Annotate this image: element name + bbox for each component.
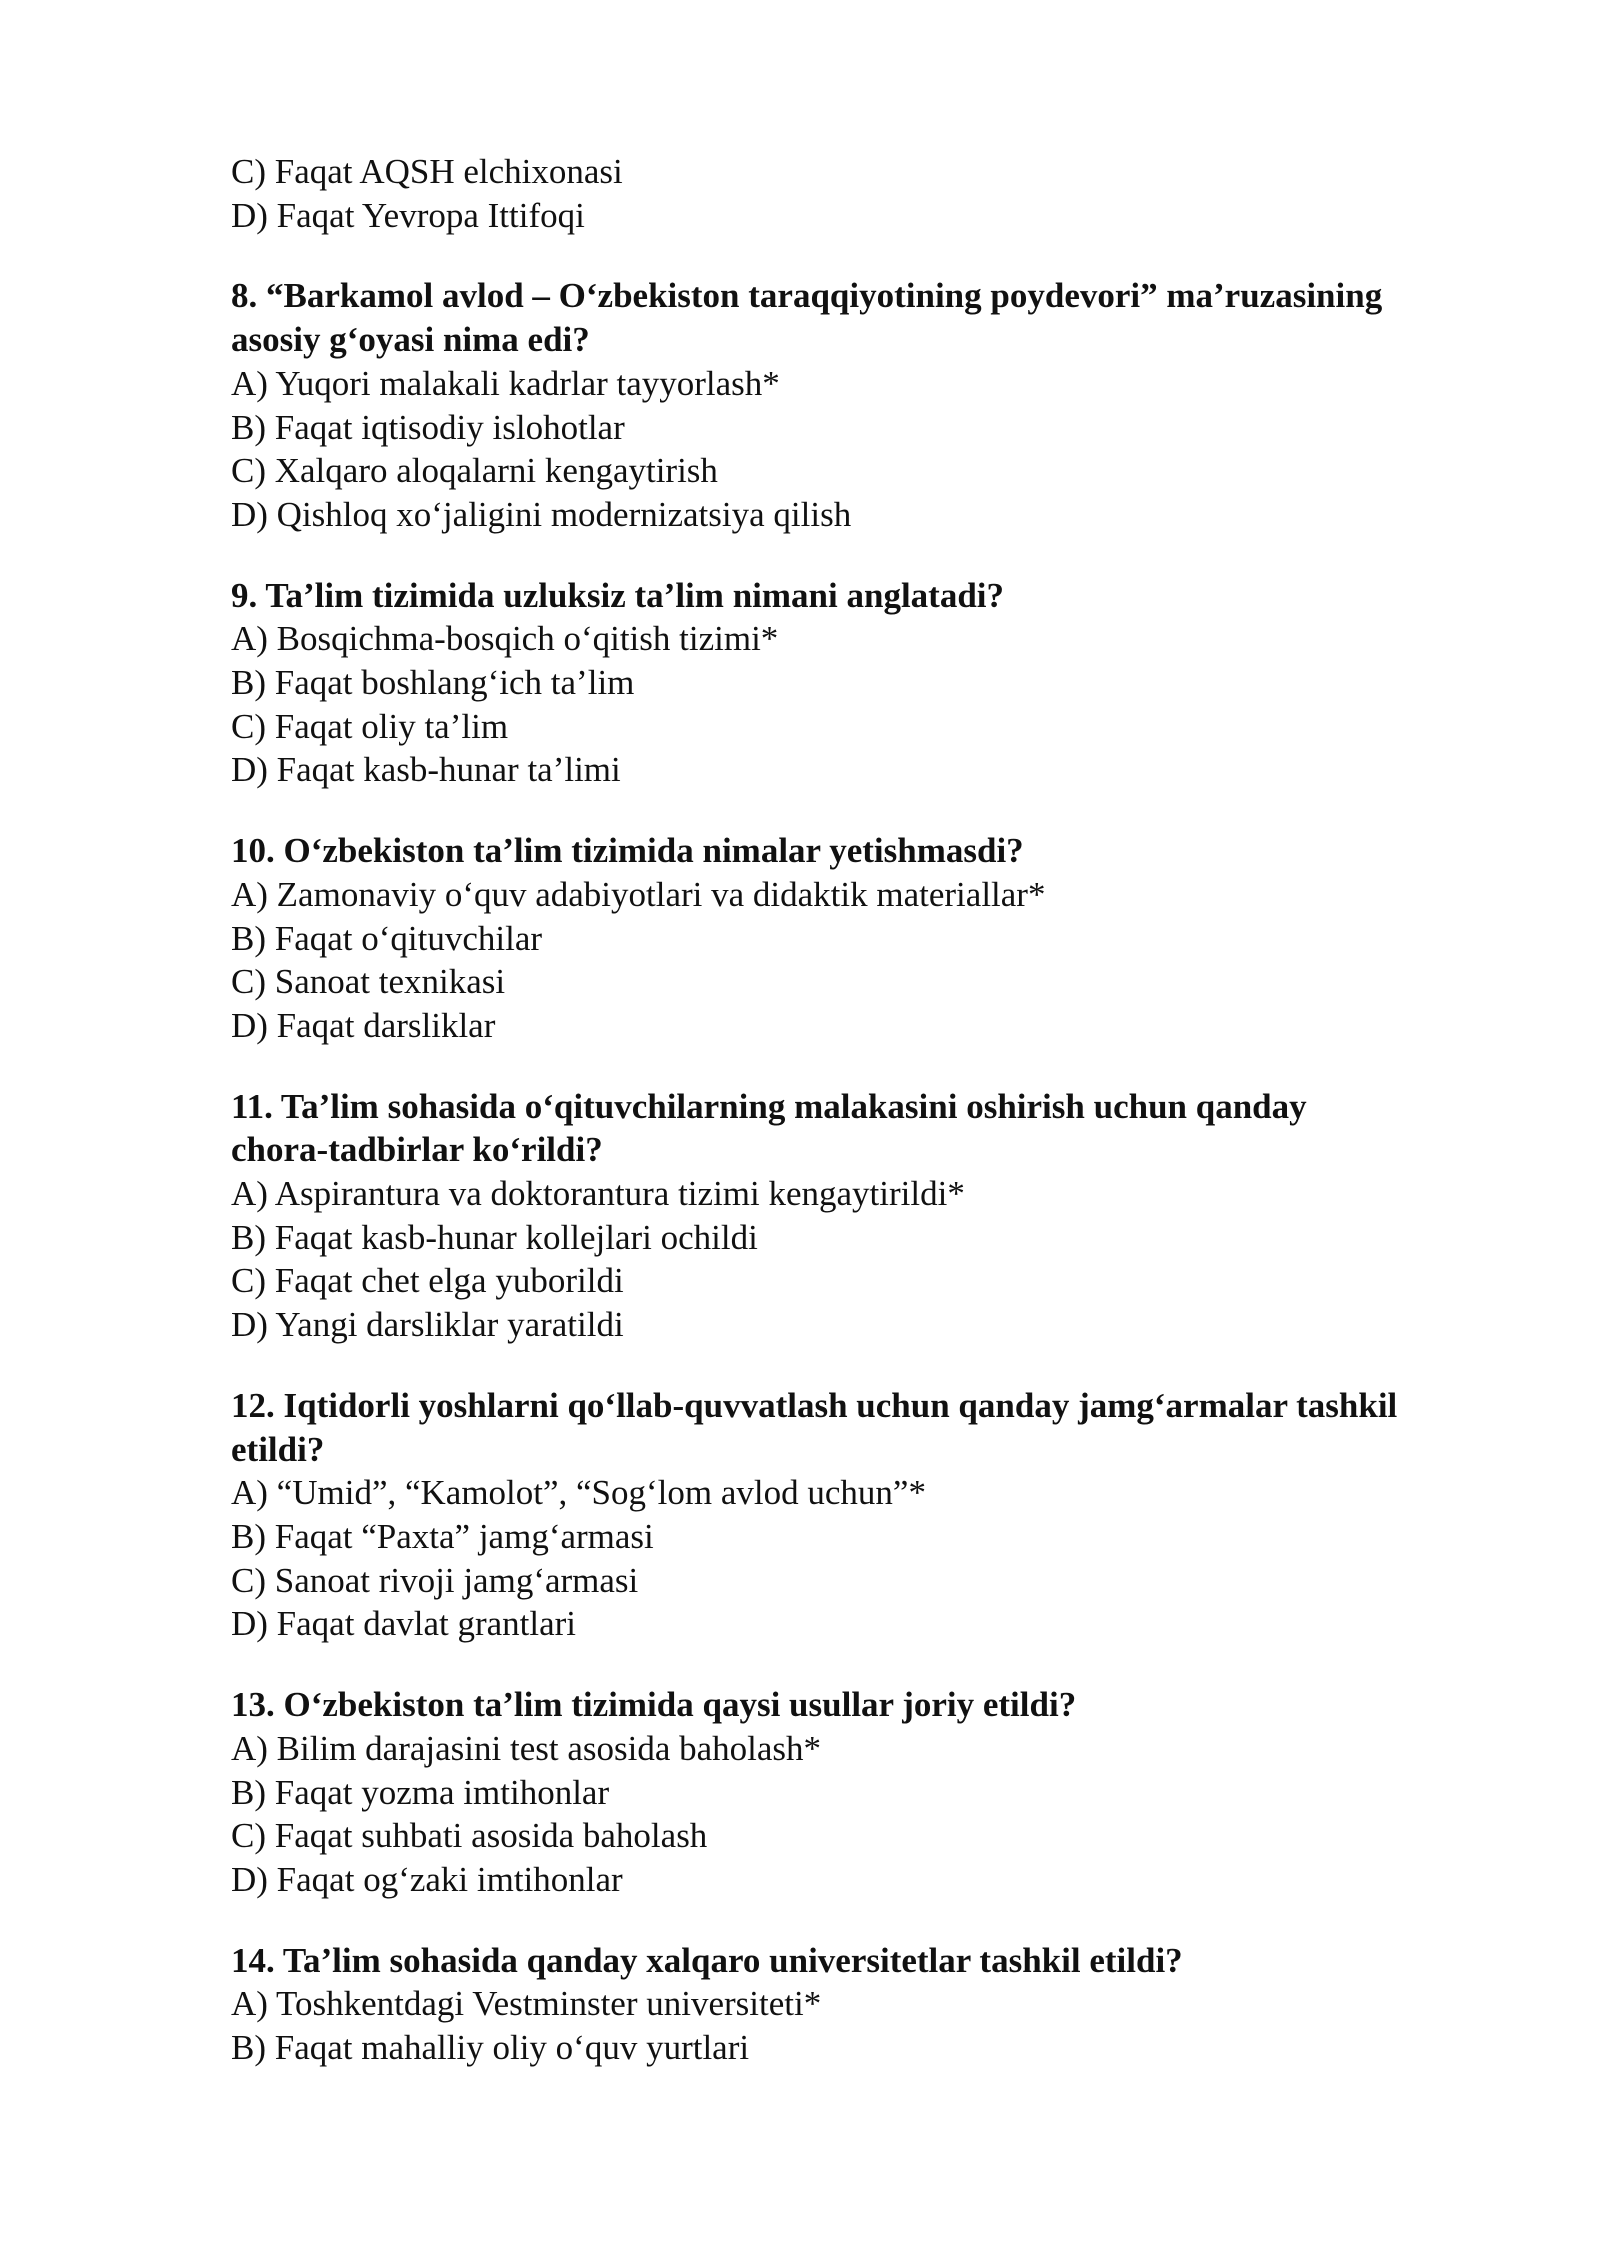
answer-option: D) Faqat kasb-hunar ta’limi	[231, 750, 621, 790]
answer-option: C) Xalqaro aloqalarni kengaytirish	[231, 451, 718, 491]
question-title: 11. Ta’lim sohasida o‘qituvchilarning malakasini oshirish uchun qanday	[231, 1086, 1307, 1126]
answer-option: A) Toshkentdagi Vestminster universiteti*	[231, 1984, 822, 2024]
question-title: 9. Ta’lim tizimida uzluksiz ta’lim nimani anglatadi?	[231, 575, 1005, 615]
answer-option: D) Yangi darsliklar yaratildi	[231, 1305, 624, 1345]
answer-option: D) Faqat darsliklar	[231, 1005, 496, 1045]
question-title: 10. O‘zbekiston ta’lim tizimida nimalar yetishmasdi?	[231, 831, 1024, 871]
answer-option: D) Faqat og‘zaki imtihonlar	[231, 1859, 623, 1899]
answer-option: C) Sanoat texnikasi	[231, 962, 506, 1002]
answer-option: A) Bosqichma-bosqich o‘qitish tizimi*	[231, 619, 779, 659]
question-12	[231, 1384, 1531, 1646]
answer-option: A) Aspirantura va doktorantura tizimi kengaytirildi*	[231, 1174, 965, 1214]
leading-options	[231, 150, 1531, 237]
answer-option: C) Faqat AQSH elchixonasi	[231, 152, 623, 191]
document-page	[231, 150, 1531, 2070]
answer-option: B) Faqat kasb-hunar kollejlari ochildi	[231, 1217, 758, 1257]
answer-option: D) Qishloq xo‘jaligini modernizatsiya qilish	[231, 494, 852, 534]
question-8	[231, 274, 1531, 536]
question-title: 8. “Barkamol avlod – O‘zbekiston taraqqiyotining poydevori” ma’ruzasining	[231, 276, 1383, 316]
answer-option: D) Faqat davlat grantlari	[231, 1604, 577, 1644]
answer-option: D) Faqat Yevropa Ittifoqi	[231, 195, 585, 235]
answer-option: A) Bilim darajasini test asosida baholash*	[231, 1728, 822, 1768]
question-title: etildi?	[231, 1429, 325, 1469]
answer-option: C) Faqat chet elga yuborildi	[231, 1261, 624, 1301]
question-title: 12. Iqtidorli yoshlarni qo‘llab-quvvatlash uchun qanday jamg‘armalar tashkil	[231, 1385, 1398, 1425]
answer-option: B) Faqat iqtisodiy islohotlar	[231, 407, 625, 447]
question-13	[231, 1683, 1531, 1902]
answer-option: B) Faqat mahalliy oliy o‘quv yurtlari	[231, 2028, 750, 2068]
answer-option: B) Faqat “Paxta” jamg‘armasi	[231, 1516, 654, 1556]
answer-option: A) Zamonaviy o‘quv adabiyotlari va didaktik materiallar*	[231, 874, 1046, 914]
question-14	[231, 1939, 1531, 2070]
question-title: asosiy g‘oyasi nima edi?	[231, 320, 590, 360]
answer-option: C) Faqat oliy ta’lim	[231, 706, 509, 746]
answer-option: C) Faqat suhbati asosida baholash	[231, 1816, 708, 1856]
question-title: 13. O‘zbekiston ta’lim tizimida qaysi usullar joriy etildi?	[231, 1685, 1077, 1725]
answer-option: C) Sanoat rivoji jamg‘armasi	[231, 1560, 639, 1600]
answer-option: B) Faqat o‘qituvchilar	[231, 918, 543, 958]
question-11	[231, 1085, 1531, 1347]
question-10	[231, 829, 1531, 1048]
answer-option: A) “Umid”, “Kamolot”, “Sog‘lom avlod uchun”*	[231, 1473, 926, 1513]
question-title: chora-tadbirlar ko‘rildi?	[231, 1130, 603, 1170]
question-title: 14. Ta’lim sohasida qanday xalqaro universitetlar tashkil etildi?	[231, 1940, 1183, 1980]
answer-option: B) Faqat yozma imtihonlar	[231, 1772, 610, 1812]
answer-option: B) Faqat boshlang‘ich ta’lim	[231, 663, 635, 703]
answer-option: A) Yuqori malakali kadrlar tayyorlash*	[231, 363, 780, 403]
question-9	[231, 574, 1531, 793]
